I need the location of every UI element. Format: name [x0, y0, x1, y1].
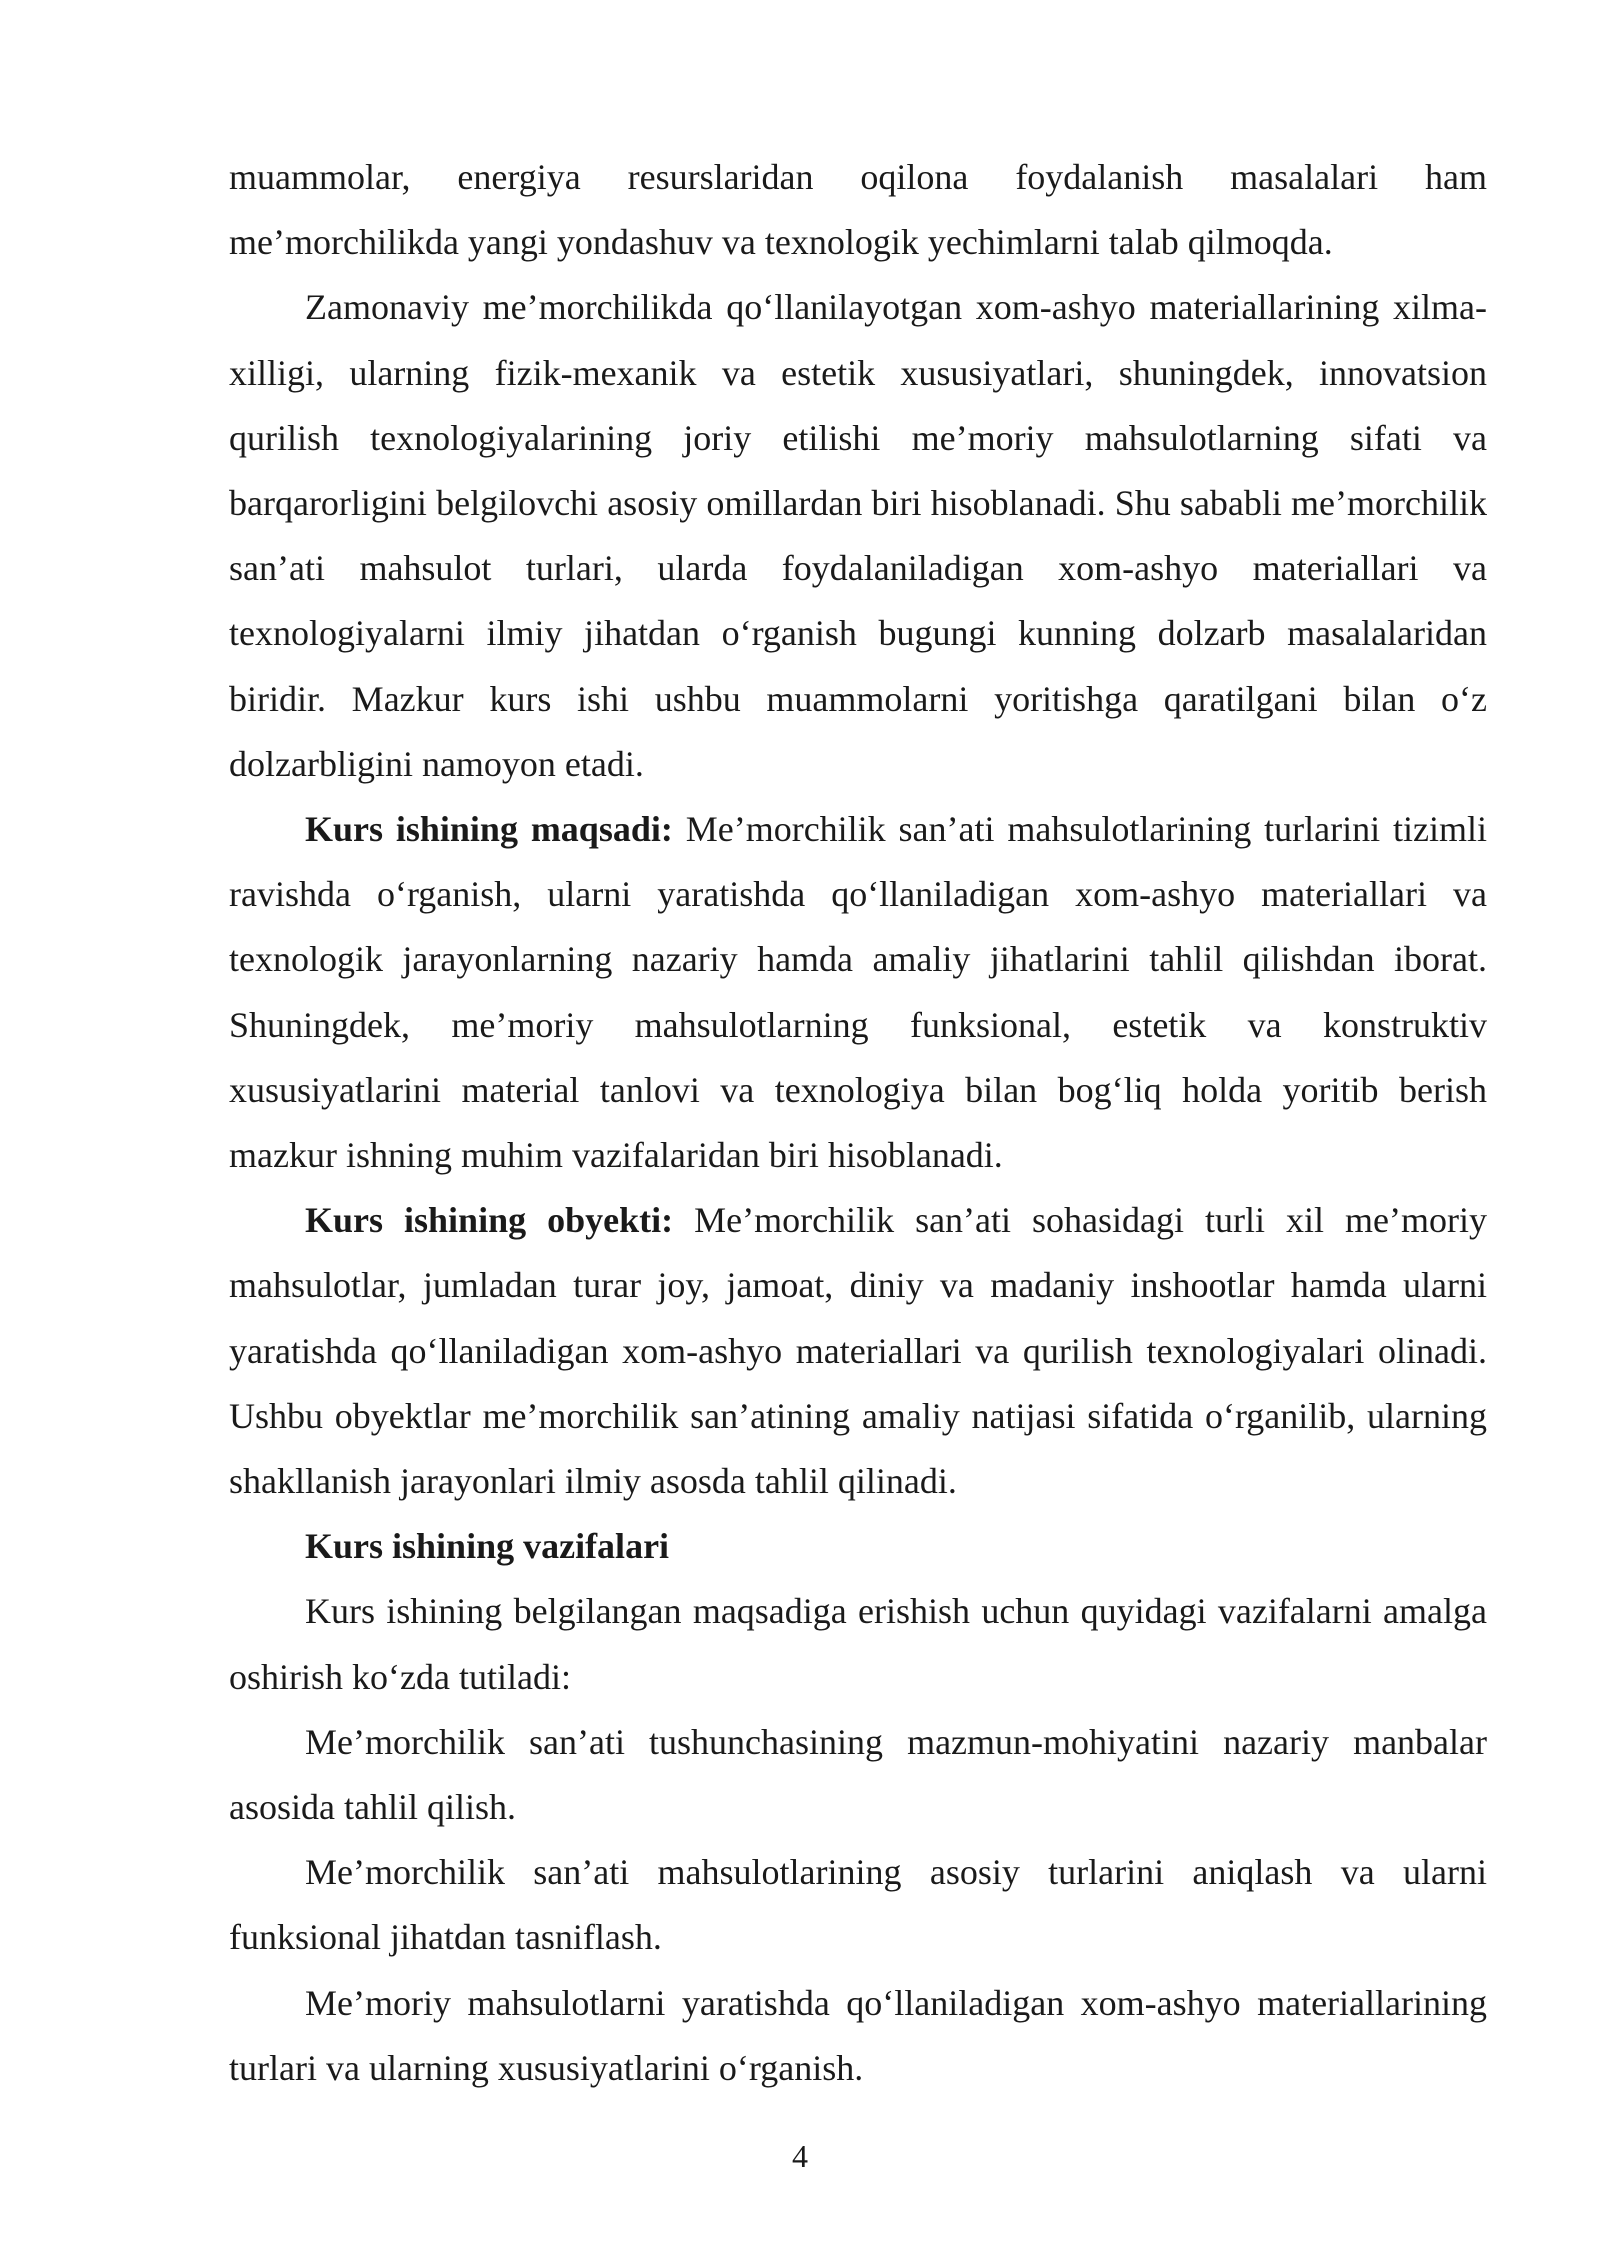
goal-label: Kurs ishining maqsadi:	[305, 809, 673, 850]
task-item: Me’moriy mahsulotlarni yaratishda qo‘llaniladigan xom-ashyo materiallarining turlari va ularning xususiyatlarini o‘rganish.	[229, 1982, 1487, 2088]
paragraph-intro-continuation: muammolar, energiya resurslaridan oqilona foydalanish masalalari ham me’morchilikda yangi yondashuv va texnologik yechimlarni talab qilmoqda.	[229, 157, 1487, 263]
paragraph-object	[229, 1188, 1487, 1514]
object-text: Me’morchilik san’ati sohasidagi turli xil me’moriy mahsulotlar, jumladan turar joy, jamoat, diniy va madaniy inshootlar hamda ularni yaratishda qo‘llaniladigan xom-ashyo materiallari va qurilish texnologiyalari olinadi. Ushbu obyektlar me’morchilik san’atining amaliy natijasi sifatida o‘rganilib, ularning shakllanish jarayonlari ilmiy asosda tahlil qilinadi.	[229, 1200, 1487, 1502]
task-item: Me’morchilik san’ati tushunchasining mazmun-mohiyatini nazariy manbalar asosida tahlil qilish.	[229, 1721, 1487, 1828]
tasks-intro: Kurs ishining belgilangan maqsadiga erishish uchun quyidagi vazifalarni amalga oshirish ko‘zda tutiladi:	[229, 1591, 1487, 1697]
task-item: Me’morchilik san’ati mahsulotlarining asosiy turlarini aniqlash va ularni funksional jihatdan tasniflash.	[229, 1852, 1487, 1958]
object-label: Kurs ishining obyekti:	[305, 1200, 674, 1241]
tasks-heading: Kurs ishining vazifalari	[305, 1526, 670, 1567]
paragraph-relevance: Zamonaviy me’morchilikda qo‘llanilayotgan xom-ashyo materiallarining xilma-xilligi, ularning fizik-mexanik va estetik xususiyatlari, shuningdek, innovatsion qurilish texnologiyalarining joriy etilishi me’moriy mahsulotlarning sifati va barqarorligini belgilovchi asosiy omillardan biri hisoblanadi. Shu sababli me’morchilik san’ati mahsulot turlari, ularda foydalaniladigan xom-ashyo materiallari va texnologiyalarni ilmiy jihatdan o‘rganish bugungi kunning dolzarb masalalaridan biridir. Mazkur kurs ishi ushbu muammolarni yoritishga qaratilgani bilan o‘z dolzarbligini namoyon etadi.	[229, 287, 1487, 784]
page-number: 4	[792, 2138, 808, 2174]
document-page-body	[229, 145, 1487, 2101]
goal-text: Me’morchilik san’ati mahsulotlarining turlarini tizimli ravishda o‘rganish, ularni yaratishda qo‘llaniladigan xom-ashyo materiallari va texnologik jarayonlarning nazariy hamda amaliy jihatlarini tahlil qilishdan iborat. Shuningdek, me’moriy mahsulotlarning funksional, estetik va konstruktiv xususiyatlarini material tanlovi va texnologiya bilan bog‘liq holda yoritib berish mazkur ishning muhim vazifalaridan biri hisoblanadi.	[229, 809, 1487, 1176]
paragraph-goal	[229, 797, 1487, 1188]
